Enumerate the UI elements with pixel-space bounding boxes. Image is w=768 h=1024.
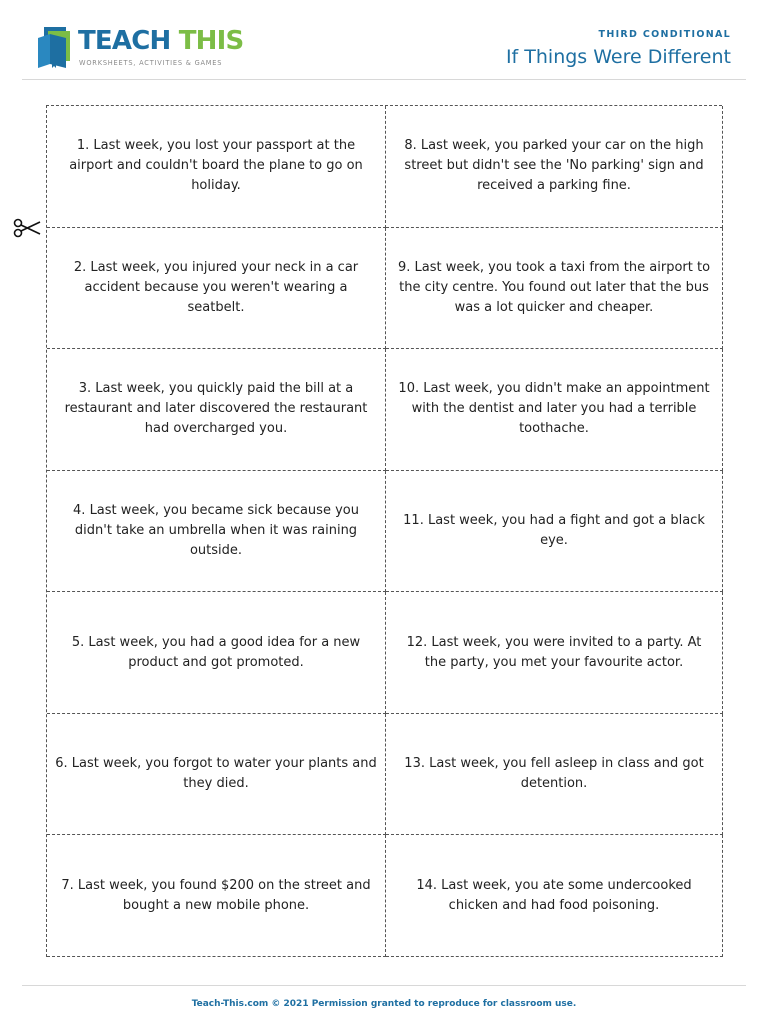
card-text: 4. Last week, you became sick because you didn't take an umbrella when it was raining outside. [73,502,359,558]
card-5 [47,592,386,714]
card-9 [386,228,723,350]
card-8 [386,106,723,228]
card-text: 8. Last week, you parked your car on the high street but didn't see the 'No parking' sign and received a parking fine. [404,138,704,194]
card-text: 13. Last week, you fell asleep in class and got detention. [404,756,704,792]
card-text: 5. Last week, you had a good idea for a new product and got promoted. [71,634,361,670]
card-13 [386,714,723,836]
logo-tagline: WORKSHEETS, ACTIVITIES & GAMES [79,59,223,67]
card-text: 6. Last week, you forgot to water your plants and they died. [55,756,377,792]
card-1 [47,106,386,228]
footer-divider [22,985,746,986]
logo-wordmark [78,25,243,57]
book-logo-icon [36,24,76,68]
card-text: 7. Last week, you found $200 on the street and bought a new mobile phone. [61,877,371,913]
card-text: 12. Last week, you were invited to a party. At the party, you met your favourite actor. [406,634,702,670]
card-6 [47,714,386,836]
card-text: 10. Last week, you didn't make an appointment with the dentist and later you had a terrible toothache. [398,381,710,437]
card-10 [386,349,723,471]
page-header [0,0,768,80]
card-14 [386,835,723,957]
card-11 [386,471,723,593]
header-divider [22,79,746,80]
logo-this-text: THIS [178,26,244,56]
teach-this-logo [36,24,244,70]
card-grid [46,105,722,957]
card-text: 2. Last week, you injured your neck in a car accident because you weren't wearing a seatbelt. [73,259,359,315]
logo-teach-text: TEACH [78,26,171,56]
worksheet-subject: THIRD CONDITIONAL [598,29,731,40]
scissors-icon [13,217,41,239]
card-2 [47,228,386,350]
card-3 [47,349,386,471]
card-text: 1. Last week, you lost your passport at the airport and couldn't board the plane to go on holiday. [69,138,363,194]
card-4 [47,471,386,593]
card-7 [47,835,386,957]
card-text: 14. Last week, you ate some undercooked chicken and had food poisoning. [416,877,692,913]
card-text: 11. Last week, you had a fight and got a black eye. [403,512,705,548]
worksheet-title: If Things Were Different [505,46,731,68]
card-text: 9. Last week, you took a taxi from the airport to the city centre. You found out later that the bus was a lot quicker and cheaper. [397,259,711,315]
card-text: 3. Last week, you quickly paid the bill at a restaurant and later discovered the restaurant had overcharged you. [64,381,368,437]
card-12 [386,592,723,714]
copyright-footer: Teach-This.com © 2021 Permission granted to reproduce for classroom use. [191,999,577,1009]
